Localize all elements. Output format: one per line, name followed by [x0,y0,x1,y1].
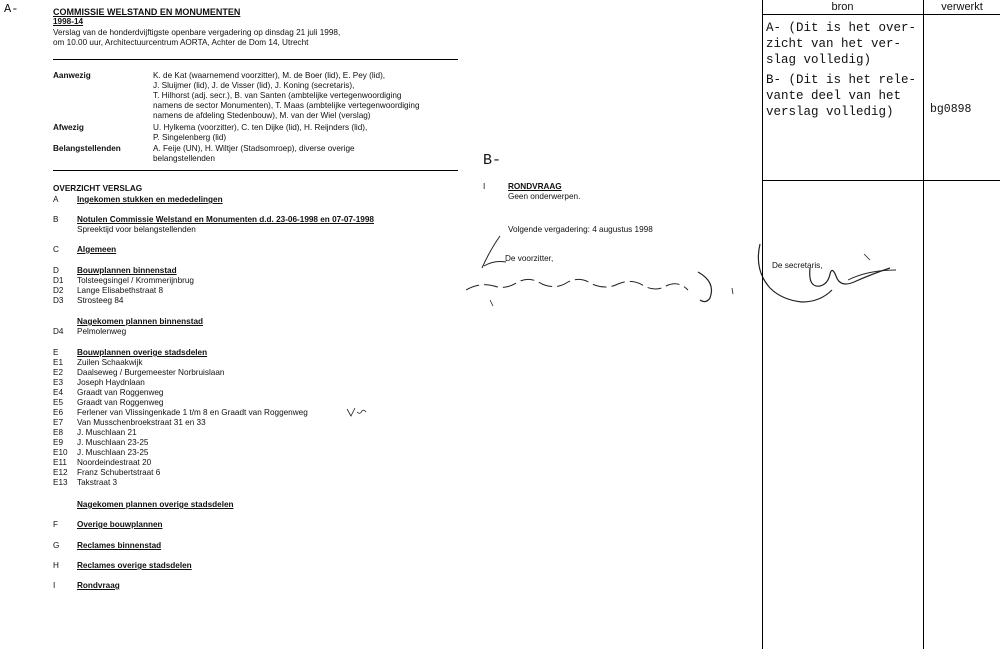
sidebar-left-border [762,0,763,649]
section-g [53,541,161,551]
divider-top [53,59,458,60]
section-title: Reclames overige stadsdelen [77,561,192,570]
next-meeting: Volgende vergadering: 4 augustus 1998 [508,225,653,234]
list-item [53,327,126,337]
verwerkt-code: bg0898 [930,103,972,116]
section-code: C [53,245,59,254]
item-label: Van Musschenbroekstraat 31 en 33 [77,418,206,427]
section-title: Bouwplannen overige stadsdelen [77,348,208,357]
list-item [53,296,123,306]
column-header-bron: bron [831,1,854,13]
column-header-verwerkt: verwerkt [941,1,983,13]
item-label: Franz Schubertstraat 6 [77,468,161,477]
document-title: COMMISSIE WELSTAND EN MONUMENTEN [53,7,241,17]
list-item [53,478,117,488]
note-a: A- (Dit is het over- zicht van het ver- slag volledig) [766,21,917,67]
item-code: E6 [53,408,64,417]
section-d [53,266,177,276]
checkmark-scribble-icon [346,406,368,418]
item-label: Pelmolenweg [77,327,127,336]
list-item [53,438,148,448]
secretary-label: De secretaris, [772,261,823,270]
item-label: Daalseweg / Burgemeester Norbruislaan [77,368,225,377]
rondvraag-text: Geen onderwerpen. [508,192,581,201]
section-code: E [53,348,59,357]
section-code: F [53,520,59,529]
item-label: Noordeindestraat 20 [77,458,152,467]
section-c [53,245,116,255]
section-title: Ingekomen stukken en mededelingen [77,195,223,204]
item-code: E9 [53,438,64,447]
list-item [53,368,224,378]
section-e [53,348,207,358]
section-b [53,215,374,225]
list-item [53,458,151,468]
item-label: J. Muschlaan 23-25 [77,438,149,447]
note-b: B- (Dit is het rele- vante deel van het verslag volledig) [766,73,917,119]
item-code: E2 [53,368,64,377]
section-d-late: Nagekomen plannen binnenstad [77,317,204,326]
item-code: D3 [53,296,64,305]
item-code: D4 [53,327,64,336]
section-title: Overige bouwplannen [77,520,163,529]
present-text: K. de Kat (waarnemend voorzitter), M. de Boer (lid), E. Pey (lid), J. Sluijmer (lid), J. de Visser (lid), J. Koning (secretaris), T. Hilhorst (adj. secr.), B. van Santen (ambtelijke vertegenwoordiging namens de sector Monumenten), T. Maas (ambtelijke vertegenwoordiging namens de afdeling Stedenbouw), M. van der Wiel (verslag) [153,71,420,120]
item-code: E5 [53,398,64,407]
list-item [53,388,163,398]
list-item [53,358,143,368]
item-code: E3 [53,378,64,387]
item-code: E11 [53,458,67,467]
list-item [53,468,160,478]
section-code: D [53,266,59,275]
section-e-late: Nagekomen plannen overige stadsdelen [77,500,234,509]
present-label: Aanwezig [53,71,91,80]
item-code: E4 [53,388,64,397]
item-label: Graadt van Roggenweg [77,398,164,407]
overview-heading: OVERZICHT VERSLAG [53,184,143,193]
absent-label: Afwezig [53,123,84,132]
intro-line-2: om 10.00 uur, Architectuurcentrum AORTA, Achter de Dom 14, Utrecht [53,38,309,47]
absent-text: U. Hylkema (voorzitter), C. ten Dijke (lid), H. Reijnders (lid), P. Singelenberg (lid) [153,123,368,142]
section-title: Bouwplannen binnenstad [77,266,177,275]
sidebar-bottom-rule [762,180,1000,181]
section-code: B [53,215,59,224]
item-code: E1 [53,358,64,367]
item-label: Tolsteegsingel / Krommerijnbrug [77,276,194,285]
chair-label: De voorzitter, [505,254,554,263]
section-title: Notulen Commissie Welstand en Monumenten d.d. 23-06-1998 en 07-07-1998 [77,215,374,224]
list-item [53,398,163,408]
annotation-a-marker: A- [4,2,19,16]
section-i [53,581,120,591]
item-label: Graadt van Roggenweg [77,388,164,397]
stakeholders-label: Belangstellenden [53,144,121,153]
item-label: Ferlener van Vlissingenkade 1 t/m 8 en Graadt van Roggenweg [77,408,308,417]
section-code: G [53,541,60,550]
section-code: A [53,195,59,204]
item-label: J. Muschlaan 21 [77,428,137,437]
list-item [53,286,163,296]
annotation-b-marker: B- [483,152,502,169]
section-f [53,520,163,530]
intro-line-1: Verslag van de honderdvijftigste openbare vergadering op dinsdag 21 juli 1998, [53,28,341,37]
chair-signature [460,232,750,312]
sidebar-header-rule [762,14,1000,15]
sidebar-column-divider [923,0,924,649]
section-code: H [53,561,59,570]
section-code: I [53,581,56,590]
item-label: Strosteeg 84 [77,296,124,305]
list-item [53,378,145,388]
item-code: E13 [53,478,68,487]
list-item [53,428,137,438]
item-code: E7 [53,418,64,427]
rondvraag-heading: RONDVRAAG [508,182,562,191]
item-label: Zuilen Schaakwijk [77,358,143,367]
item-code: E12 [53,468,68,477]
item-code: E8 [53,428,64,437]
section-title: Reclames binnenstad [77,541,162,550]
section-title: Algemeen [77,245,117,254]
item-label: Lange Elisabethstraat 8 [77,286,164,295]
item-label: Takstraat 3 [77,478,118,487]
item-code: E10 [53,448,68,457]
list-item [53,408,308,418]
stakeholders-text: A. Feije (UN), H. Wiltjer (Stadsomroep), diverse overige belangstellenden [153,144,355,163]
secretary-signature [750,240,910,320]
section-title: Rondvraag [77,581,120,590]
rondvraag-code: I [483,182,486,191]
list-item [53,418,206,428]
item-label: Joseph Haydnlaan [77,378,145,387]
section-b-sub: Spreektijd voor belangstellenden [77,225,196,234]
list-item [53,448,148,458]
divider-attendance [53,170,458,171]
item-code: D2 [53,286,64,295]
section-a [53,195,223,205]
item-code: D1 [53,276,64,285]
list-item [53,276,194,286]
section-h [53,561,192,571]
item-label: J. Muschlaan 23-25 [77,448,149,457]
document-number: 1998-14 [53,17,84,26]
